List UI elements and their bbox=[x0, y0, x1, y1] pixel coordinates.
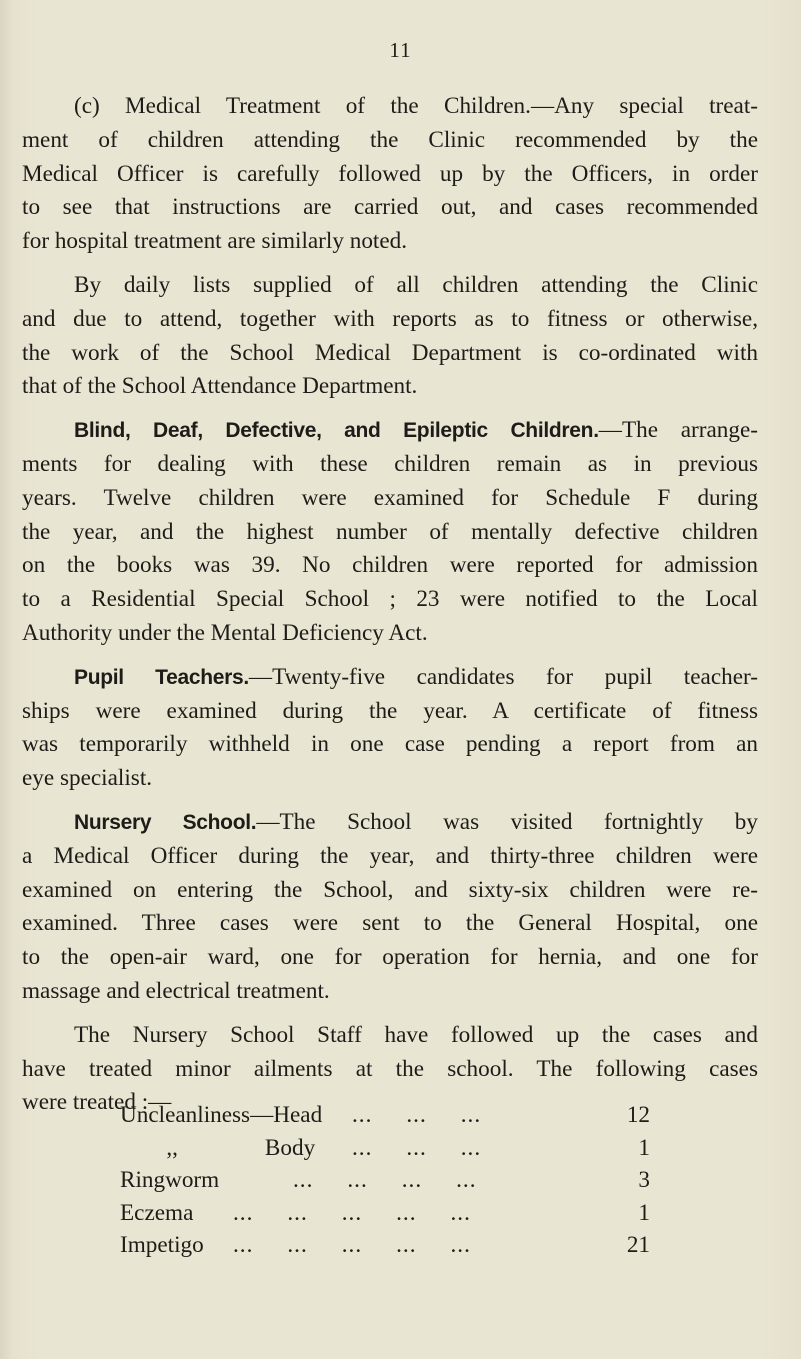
case-count: 3 bbox=[638, 1167, 650, 1193]
case-label: ,, Body bbox=[120, 1134, 316, 1161]
paragraph-medical-treatment bbox=[22, 90, 758, 259]
cases-treated-table bbox=[120, 1099, 650, 1262]
text-line: massage and electrical treatment. bbox=[22, 977, 330, 1004]
text-line: ments for dealing with these children remain as in previous bbox=[22, 450, 758, 477]
text-line: to a Residential Special School ; 23 were notified to the Local bbox=[22, 586, 758, 613]
text-line: the year, and the highest number of mentally defective children bbox=[22, 518, 758, 545]
text-line: ships were examined during the year. A certificate of fitness bbox=[22, 697, 758, 724]
text-run: —The School was visited fortnightly by bbox=[256, 808, 758, 835]
text-line: ment of children attending the Clinic recommended by the bbox=[22, 126, 758, 153]
paragraph-pupil-teachers bbox=[22, 661, 758, 796]
text-line: examined. Three cases were sent to the General Hospital, one bbox=[22, 910, 758, 937]
text-line: a Medical Officer during the year, and thirty-three children were bbox=[22, 842, 758, 869]
text-line: years. Twelve children were examined for Schedule F during bbox=[22, 484, 758, 511]
case-label: Eczema bbox=[120, 1199, 194, 1226]
case-count: 1 bbox=[638, 1134, 650, 1161]
text-line: examined on entering the School, and sixty-six children were re- bbox=[22, 876, 758, 903]
leader-dots: ... ... ... bbox=[352, 1134, 482, 1161]
leader-dots: ... ... ... ... bbox=[293, 1167, 477, 1193]
leader-dots: ... ... ... ... ... bbox=[233, 1199, 471, 1226]
text-line: Medical Officer is carefully followed up by the Officers, in order bbox=[22, 160, 758, 187]
body-text bbox=[22, 90, 758, 1130]
text-line: to see that instructions are carried out, and cases recommended bbox=[22, 194, 758, 221]
table-row bbox=[120, 1099, 650, 1132]
section-heading: Nursery School. bbox=[74, 810, 257, 834]
text-line: the work of the School Medical Department is co-ordinated with bbox=[22, 339, 758, 366]
leader-dots: ... ... ... bbox=[352, 1102, 482, 1128]
paragraph-daily-lists bbox=[22, 269, 758, 404]
text-line: have treated minor ailments at the school. The following cases bbox=[22, 1055, 758, 1082]
table-row bbox=[120, 1132, 650, 1165]
text-line: By daily lists supplied of all children attending the Clinic bbox=[74, 271, 758, 298]
text-line: Authority under the Mental Deficiency Act. bbox=[22, 619, 428, 646]
section-heading: Pupil Teachers. bbox=[74, 665, 249, 689]
text-run: —Twenty-five candidates for pupil teacher- bbox=[248, 663, 758, 690]
text-line: on the books was 39. No children were reported for admission bbox=[22, 552, 758, 579]
text-run: —The arrange- bbox=[598, 417, 758, 444]
case-count: 1 bbox=[638, 1199, 650, 1226]
text-line: were treated :— bbox=[22, 1089, 172, 1116]
table-row bbox=[120, 1164, 650, 1197]
case-label: Ringworm bbox=[120, 1167, 220, 1193]
text-line: The Nursery School Staff have followed up the cases and bbox=[74, 1021, 758, 1048]
paragraph-nursery-school bbox=[22, 806, 758, 1009]
text-line bbox=[22, 661, 758, 695]
section-heading: Blind, Deaf, Defective, and Epileptic Children. bbox=[74, 419, 599, 443]
case-count: 12 bbox=[626, 1102, 650, 1128]
page-number: 11 bbox=[389, 38, 412, 62]
text-line: and due to attend, together with reports as to fitness or otherwise, bbox=[22, 305, 758, 332]
text-line: for hospital treatment are similarly noted. bbox=[22, 228, 408, 255]
leader-dots: ... ... ... ... ... bbox=[233, 1232, 471, 1258]
text-line: was temporarily withheld in one case pending a report from an bbox=[22, 731, 758, 758]
case-label: Uncleanliness—Head bbox=[120, 1102, 323, 1128]
case-label: Impetigo bbox=[120, 1232, 204, 1258]
table-row bbox=[120, 1197, 650, 1230]
paragraph-blind-deaf bbox=[22, 414, 758, 651]
text-line: (c) Medical Treatment of the Children.—Any special treat- bbox=[74, 93, 758, 119]
case-count: 21 bbox=[626, 1232, 650, 1258]
text-line bbox=[22, 806, 758, 840]
table-row bbox=[120, 1229, 650, 1262]
text-line: to the open-air ward, one for operation for hernia, and one for bbox=[22, 944, 758, 971]
text-line: that of the School Attendance Department. bbox=[22, 373, 418, 400]
text-line: eye specialist. bbox=[22, 765, 153, 792]
text-line bbox=[22, 414, 758, 448]
